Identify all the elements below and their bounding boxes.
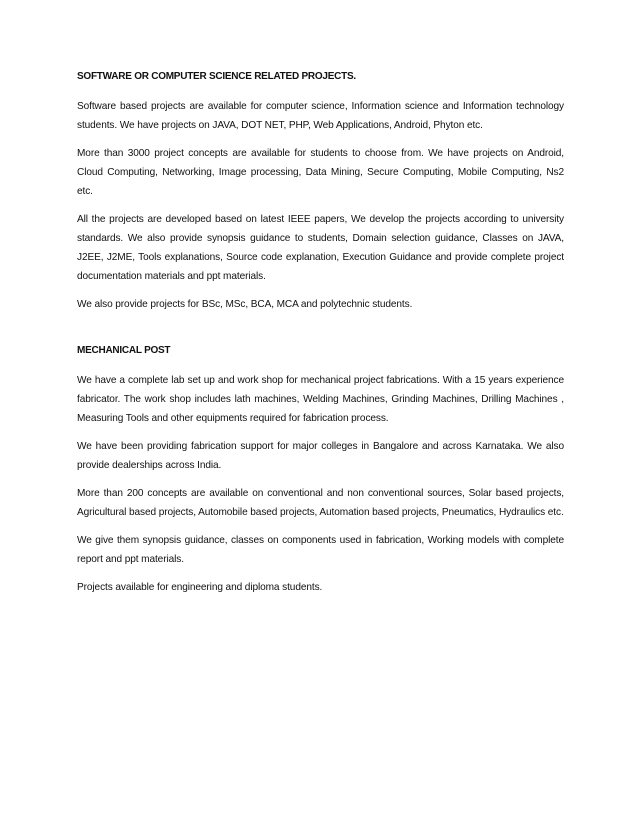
- software-section-heading: SOFTWARE OR COMPUTER SCIENCE RELATED PROJECTS.: [77, 71, 356, 82]
- software-paragraph-availability: Software based projects are available for computer science, Information science and Information technology students. We have projects on JAVA, DOT NET, PHP, Web Applications, Android, Phyton etc.: [77, 101, 564, 131]
- mechanical-paragraph-lab: We have a complete lab set up and work shop for mechanical project fabrications. With a 15 years experience fabricator. The work shop includes lath machines, Welding Machines, Grinding Machines, Drilling Machines , Measuring Tools and other equipments required for fabrication process.: [77, 375, 564, 424]
- section-spacer: [77, 323, 564, 343]
- software-paragraph-ieee: All the projects are developed based on latest IEEE papers, We develop the projects according to university standards. We also provide synopsis guidance to students, Domain selection guidance, Classes on JAVA, J2EE, J2ME, Tools explanations, Source code explanation, Execution Guidance and provide complete project documentation materials and ppt materials.: [77, 214, 564, 282]
- software-paragraph-concepts: More than 3000 project concepts are available for students to choose from. We have projects on Android, Cloud Computing, Networking, Image processing, Data Mining, Secure Computing, Mobile Computing, Ns2 etc.: [77, 148, 564, 197]
- mechanical-paragraph-guidance: We give them synopsis guidance, classes on components used in fabrication, Working models with complete report and ppt materials.: [77, 535, 564, 565]
- mechanical-paragraph-concepts: More than 200 concepts are available on conventional and non conventional sources, Solar based projects, Agricultural based projects, Automobile based projects, Automation based projects, Pneumatics, Hydraulics etc.: [77, 488, 564, 518]
- mechanical-paragraph-availability: Projects available for engineering and diploma students.: [77, 582, 323, 593]
- mechanical-section-heading: MECHANICAL POST: [77, 345, 171, 356]
- software-paragraph-courses: We also provide projects for BSc, MSc, BCA, MCA and polytechnic students.: [77, 299, 413, 310]
- mechanical-section: [77, 343, 564, 597]
- mechanical-paragraph-support: We have been providing fabrication support for major colleges in Bangalore and across Karnataka. We also provide dealerships across India.: [77, 441, 564, 471]
- software-section: [77, 69, 564, 314]
